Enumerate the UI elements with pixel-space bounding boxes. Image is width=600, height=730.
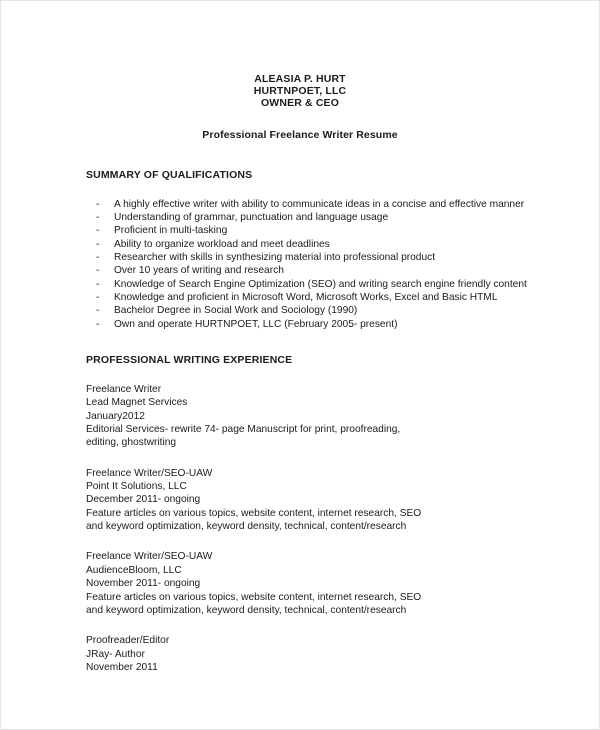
bullet-marker-icon: - (96, 292, 100, 304)
summary-heading: SUMMARY OF QUALIFICATIONS (86, 168, 253, 181)
summary-bullet-text: A highly effective writer with ability to communicate ideas in a concise and effective manner (114, 198, 525, 210)
bullet-marker-icon: - (96, 238, 100, 250)
summary-bullet-item (86, 318, 599, 331)
bullet-marker-icon: - (96, 318, 100, 330)
candidate-name: ALEASIA P. HURT (254, 73, 346, 85)
summary-bullet-text: Proficient in multi-tasking (114, 225, 228, 237)
experience-entry-line: Editorial Services- rewrite 74- page Manuscript for print, proofreading, (86, 424, 401, 436)
experience-entry-line: and keyword optimization, keyword density, technical, content/research (86, 521, 407, 533)
experience-entry (86, 550, 599, 617)
summary-bullet-item (86, 224, 599, 237)
summary-bullet-text: Researcher with skills in synthesizing material into professional product (114, 251, 436, 263)
summary-section (86, 169, 599, 331)
bullet-marker-icon: - (96, 211, 100, 223)
experience-entry-line: JRay- Author (86, 648, 145, 660)
bullet-marker-icon: - (96, 251, 100, 263)
experience-entry-line: December 2011- ongoing (86, 494, 201, 506)
experience-entry-line: AudienceBloom, LLC (86, 564, 182, 576)
summary-bullet-item (86, 211, 599, 224)
summary-bullet-text: Bachelor Degree in Social Work and Sociology (1990) (114, 305, 358, 317)
experience-entry-line: November 2011 (86, 661, 158, 673)
summary-bullet-text: Understanding of grammar, punctuation and language usage (114, 211, 389, 223)
document-title: Professional Freelance Writer Resume (202, 128, 398, 141)
summary-bullet-item (86, 251, 599, 264)
summary-bullet-item (86, 238, 599, 251)
bullet-marker-icon: - (96, 305, 100, 317)
experience-entry-line: Feature articles on various topics, website content, internet research, SEO (86, 591, 422, 603)
experience-heading: PROFESSIONAL WRITING EXPERIENCE (86, 354, 293, 367)
experience-entry-line: November 2011- ongoing (86, 578, 201, 590)
experience-entry-line: Point It Solutions, LLC (86, 481, 187, 493)
bullet-marker-icon: - (96, 278, 100, 290)
summary-bullet-list (86, 198, 599, 331)
company-name: HURTNPOET, LLC (253, 85, 347, 98)
experience-entry-line: Feature articles on various topics, website content, internet research, SEO (86, 507, 422, 519)
experience-entry-line: January2012 (86, 410, 145, 422)
summary-bullet-item (86, 291, 599, 304)
experience-section (86, 354, 599, 674)
summary-bullet-text: Own and operate HURTNPOET, LLC (February 2005- present) (114, 318, 398, 330)
bullet-marker-icon: - (96, 198, 100, 210)
summary-bullet-text: Ability to organize workload and meet deadlines (114, 238, 330, 250)
experience-entry-title: Freelance Writer/SEO-UAW (86, 467, 213, 479)
summary-bullet-item (86, 198, 599, 211)
experience-entry-line: editing, ghostwriting (86, 437, 177, 449)
summary-bullet-text: Knowledge and proficient in Microsoft Word, Microsoft Works, Excel and Basic HTML (114, 292, 498, 304)
summary-bullet-text: Knowledge of Search Engine Optimization (SEO) and writing search engine friendly content (114, 278, 527, 290)
bullet-marker-icon: - (96, 225, 100, 237)
job-title: OWNER & CEO (260, 97, 340, 110)
experience-entry-title: Freelance Writer/SEO-UAW (86, 551, 213, 563)
experience-entry (86, 634, 599, 674)
experience-entry-line: and keyword optimization, keyword density, technical, content/research (86, 604, 407, 616)
experience-entry (86, 467, 599, 534)
bullet-marker-icon: - (96, 265, 100, 277)
experience-job-list (86, 383, 599, 674)
experience-entry-title: Proofreader/Editor (86, 635, 170, 647)
summary-bullet-item (86, 304, 599, 317)
summary-bullet-text: Over 10 years of writing and research (114, 265, 284, 277)
resume-header (1, 73, 599, 110)
summary-bullet-item (86, 264, 599, 277)
experience-entry (86, 383, 599, 450)
experience-entry-title: Freelance Writer (86, 384, 162, 396)
summary-bullet-item (86, 278, 599, 291)
experience-entry-line: Lead Magnet Services (86, 397, 188, 409)
